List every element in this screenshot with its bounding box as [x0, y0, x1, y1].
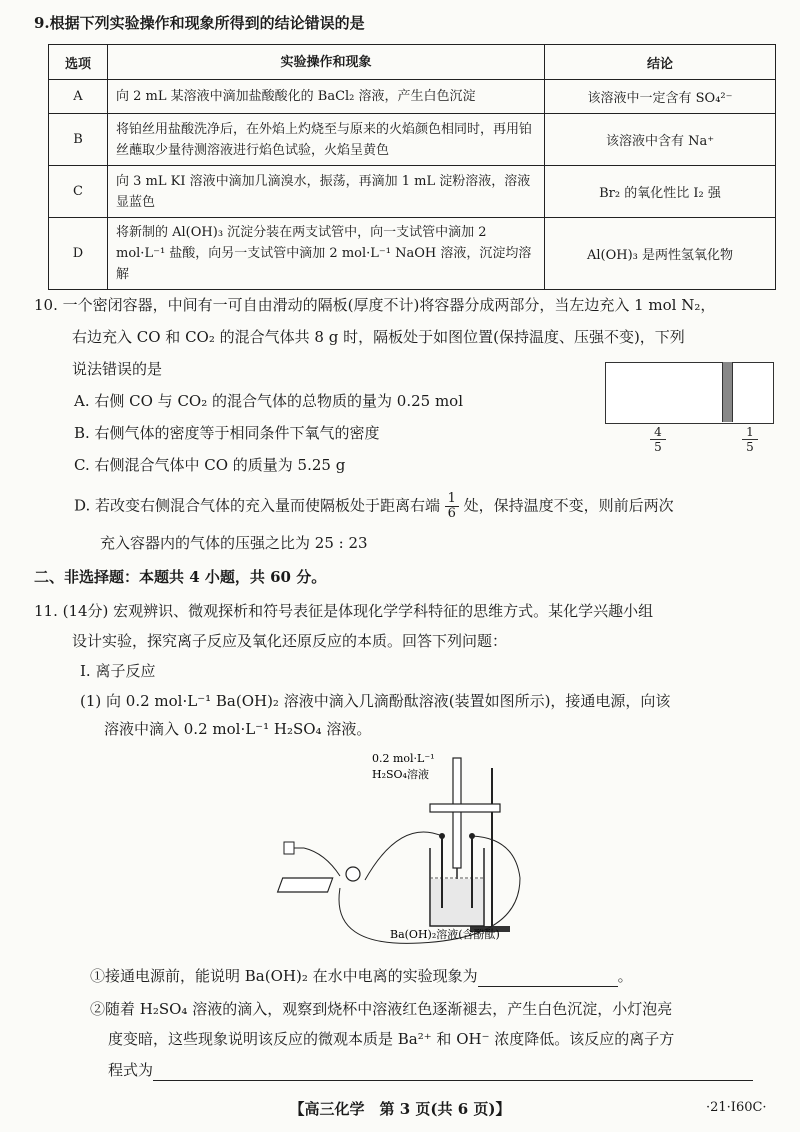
q10-option-b: B. 右侧气体的密度等于相同条件下氧气的密度: [74, 424, 380, 442]
paper-code: ·21·I60C·: [706, 1100, 767, 1115]
table-header-row: [49, 45, 776, 80]
answer-blank-2[interactable]: [153, 1058, 753, 1081]
q11-item2-line3-text: 程式为: [108, 1061, 154, 1079]
q10-option-d-post: 处，保持温度不变，则前后两次: [463, 496, 674, 515]
section-heading: 二、非选择题：本题共 4 小题，共 60 分。: [34, 568, 327, 586]
row-option: B: [49, 114, 108, 166]
q10-option-a: A. 右侧 CO 与 CO₂ 的混合气体的总物质的量为 0.25 mol: [74, 392, 463, 410]
frac-left-den: 5: [654, 440, 662, 454]
row-conclusion: 该溶液中一定含有 SO₄²⁻: [545, 80, 776, 114]
q11-item1-text: ①接通电源前，能说明 Ba(OH)₂ 在水中电离的实验现象为: [90, 967, 478, 985]
q10-option-d-line2: 充入容器内的气体的压强之比为 25 : 23: [100, 534, 368, 552]
q11-item2-line3: [108, 1058, 753, 1081]
table-row: [49, 114, 776, 166]
fig-label-top1: 0.2 mol·L⁻¹: [372, 752, 435, 765]
page-footer: 【高三化学 第 3 页(共 6 页)】: [289, 1100, 511, 1118]
plug-icon: [284, 842, 294, 854]
table-row: [49, 80, 776, 114]
q11-line2: 设计实验，探究离子反应及氧化还原反应的本质。回答下列问题：: [72, 632, 508, 650]
row-conclusion: 该溶液中含有 Na⁺: [545, 114, 776, 166]
bulb-board: [278, 878, 333, 892]
fig-label-top2: H₂SO₄溶液: [372, 768, 429, 781]
row-conclusion: Al(OH)₃ 是两性氢氧化物: [545, 218, 776, 290]
q10-option-c: C. 右侧混合气体中 CO 的质量为 5.25 g: [74, 456, 346, 474]
row-operation: 将铂丝用盐酸洗净后，在外焰上灼烧至与原来的火焰颜色相同时，再用铂丝蘸取少量待测溶液进行焰色试验，火焰呈黄色: [108, 114, 545, 166]
row-operation: 向 3 mL KI 溶液中滴加几滴溴水，振荡，再滴加 1 mL 淀粉溶液，溶液显蓝色: [108, 166, 545, 218]
q9-stem: 9.根据下列实验操作和现象所得到的结论错误的是: [34, 14, 365, 32]
answer-blank-1[interactable]: [478, 964, 618, 987]
header-operation: 实验操作和现象: [108, 45, 545, 80]
frac-left-num: 4: [654, 425, 662, 439]
frac-left: [648, 426, 668, 453]
apparatus-figure: [270, 748, 540, 948]
row-option: C: [49, 166, 108, 218]
solution: [431, 879, 483, 925]
q10-option-d: [74, 492, 674, 521]
frac-right-den: 5: [746, 440, 754, 454]
row-option: A: [49, 80, 108, 114]
wire-1: [304, 848, 340, 876]
q11-sub1-line1: (1) 向 0.2 mol·L⁻¹ Ba(OH)₂ 溶液中滴入几滴酚酞溶液(装置如图所示)，接通电源，向该: [80, 692, 671, 710]
table-row: [49, 166, 776, 218]
q11-item1: [90, 964, 633, 987]
q10-line2: 右边充入 CO 和 CO₂ 的混合气体共 8 g 时，隔板处于如图位置(保持温度、压强不变)，下列: [72, 328, 685, 346]
frac-right-num: 1: [746, 425, 754, 439]
q10-line3: 说法错误的是: [72, 360, 163, 378]
q11-line1: 11. (14分) 宏观辨识、微观探析和符号表征是体现化学学科特征的思维方式。某化学兴趣小组: [34, 602, 654, 620]
q10-option-d-fraction: [445, 492, 459, 521]
q11-item2-line1: ②随着 H₂SO₄ 溶液的滴入，观察到烧杯中溶液红色逐渐褪去，产生白色沉淀，小灯泡亮: [90, 1000, 673, 1018]
q11-item1-end: 。: [617, 967, 633, 985]
row-option: D: [49, 218, 108, 290]
table-row: [49, 218, 776, 290]
light-bulb-icon: [346, 867, 360, 881]
q11-item2-line2: 度变暗，这些现象说明该反应的微观本质是 Ba²⁺ 和 OH⁻ 浓度降低。该反应的离子方: [108, 1030, 675, 1048]
burette: [453, 758, 461, 868]
container-diagram: [605, 362, 774, 424]
clamp: [430, 804, 500, 812]
fraction-denominator: 6: [445, 506, 459, 521]
row-operation: 向 2 mL 某溶液中滴加盐酸酸化的 BaCl₂ 溶液，产生白色沉淀: [108, 80, 545, 114]
fig-label-bottom: Ba(OH)₂溶液(含酚酞): [390, 928, 500, 941]
header-conclusion: 结论: [545, 45, 776, 80]
q11-part1: Ⅰ. 离子反应: [80, 662, 156, 680]
q11-sub1-line2: 溶液中滴入 0.2 mol·L⁻¹ H₂SO₄ 溶液。: [104, 720, 372, 738]
frac-right: [740, 426, 760, 453]
experiment-table: [48, 44, 776, 290]
sliding-partition: [722, 362, 733, 422]
q10-option-d-pre: D. 若改变右侧混合气体的充入量而使隔板处于距离右端: [74, 496, 441, 515]
fraction-numerator: 1: [447, 491, 456, 506]
row-conclusion: Br₂ 的氧化性比 I₂ 强: [545, 166, 776, 218]
header-option: 选项: [49, 45, 108, 80]
row-operation: 将新制的 Al(OH)₃ 沉淀分装在两支试管中，向一支试管中滴加 2 mol·L⁻¹ 盐酸，向另一支试管中滴加 2 mol·L⁻¹ NaOH 溶液，沉淀均溶解: [108, 218, 545, 290]
q10-line1: 10. 一个密闭容器，中间有一可自由滑动的隔板(厚度不计)将容器分成两部分，当左边充入 1 mol N₂，: [34, 296, 716, 314]
